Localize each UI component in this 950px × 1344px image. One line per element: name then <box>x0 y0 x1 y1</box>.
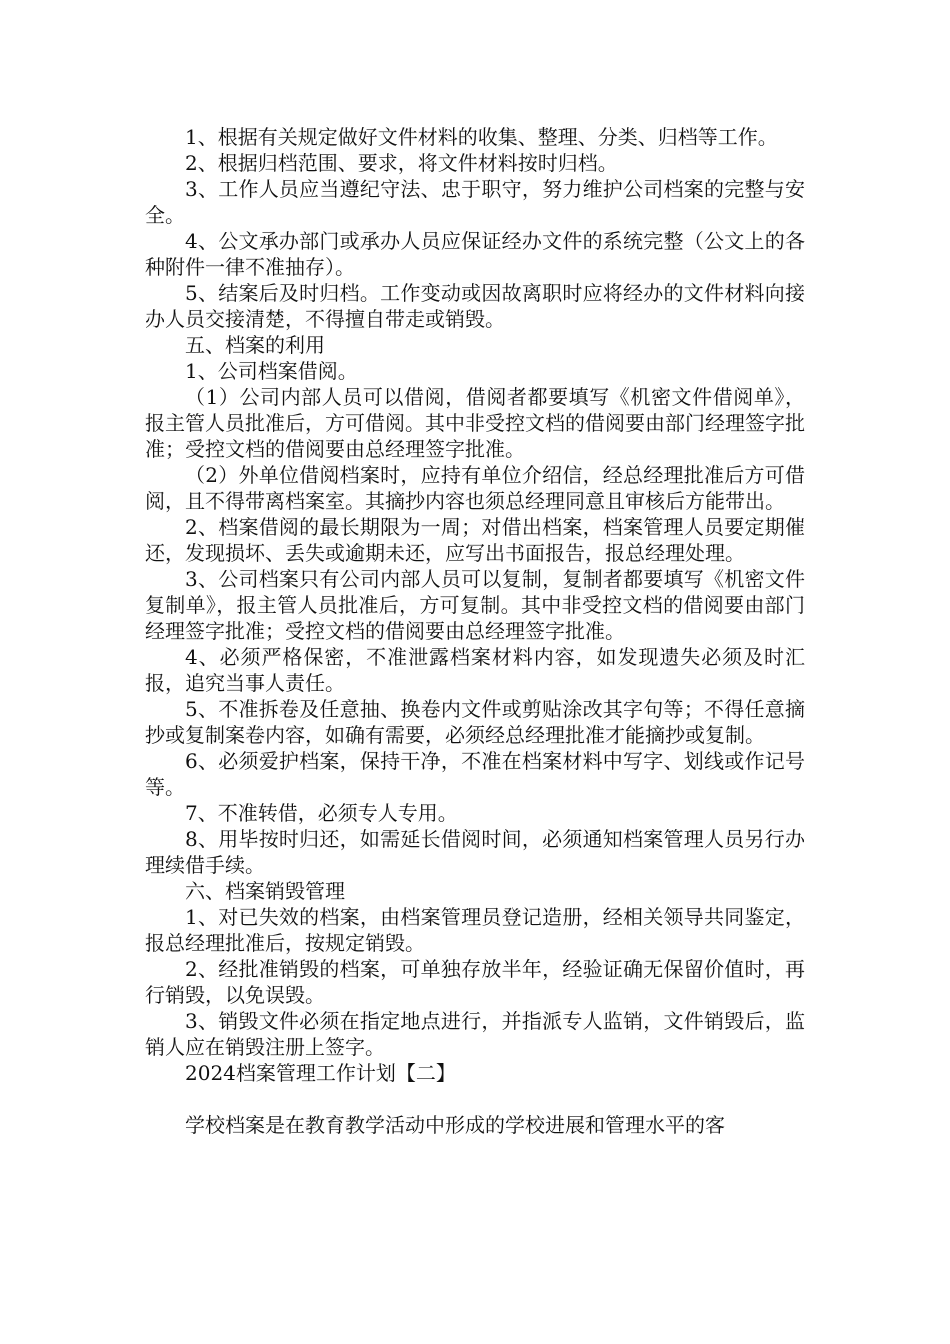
paragraph-return: 8、用毕按时归还，如需延长借阅时间，必须通知档案管理人员另行办理续借手续。 <box>145 827 805 877</box>
paragraph-no-lending: 7、不准转借，必须专人专用。 <box>185 801 458 825</box>
paragraph-care: 6、必须爱护档案，保持干净，不准在档案材料中写字、划线或作记号等。 <box>145 749 805 799</box>
paragraph-archiving-duty-2: 2、根据归档范围、要求，将文件材料按时归档。 <box>185 151 618 175</box>
paragraph-no-tampering: 5、不准拆卷及任意抽、换卷内文件或剪贴涂改其字句等；不得任意摘抄或复制案卷内容，如确有需要，必须经总经理批准才能摘抄或复制。 <box>145 697 805 747</box>
plan-title: 2024档案管理工作计划【二】 <box>185 1061 456 1085</box>
paragraph-borrowing-period: 2、档案借阅的最长期限为一周；对借出档案，档案管理人员要定期催还，发现损坏、丢失或逾期未还，应写出书面报告，报总经理处理。 <box>145 515 805 565</box>
paragraph-destruction-3: 3、销毁文件必须在指定地点进行，并指派专人监销，文件销毁后，监销人应在销毁注册上签字。 <box>145 1009 805 1059</box>
section-heading-destruction: 六、档案销毁管理 <box>185 879 345 903</box>
paragraph-archiving-duty-4: 4、公文承办部门或承办人员应保证经办文件的系统完整（公文上的各种附件一律不准抽存）。 <box>145 229 805 279</box>
paragraph-archiving-duty-5: 5、结案后及时归档。工作变动或因故离职时应将经办的文件材料向接办人员交接清楚，不得擅自带走或销毁。 <box>145 281 805 331</box>
section-heading-utilization: 五、档案的利用 <box>185 333 325 357</box>
paragraph-destruction-2: 2、经批准销毁的档案，可单独存放半年，经验证确无保留价值时，再行销毁，以免误毁。 <box>145 957 805 1007</box>
paragraph-school-archives: 学校档案是在教育教学活动中形成的学校进展和管理水平的客 <box>185 1113 725 1137</box>
paragraph-copying: 3、公司档案只有公司内部人员可以复制，复制者都要填写《机密文件复制单》，报主管人员批准后，方可复制。其中非受控文档的借阅要由部门经理签字批准；受控文档的借阅要由总经理签字批准。 <box>145 567 805 643</box>
paragraph-destruction-1: 1、对已失效的档案，由档案管理员登记造册，经相关领导共同鉴定，报总经理批准后，按规定销毁。 <box>145 905 805 955</box>
paragraph-archiving-duty-3: 3、工作人员应当遵纪守法、忠于职守，努力维护公司档案的完整与安全。 <box>145 177 805 227</box>
paragraph-borrowing-external: （2）外单位借阅档案时，应持有单位介绍信，经总经理批准后方可借阅，且不得带离档案室。其摘抄内容也须总经理同意且审核后方能带出。 <box>145 463 805 513</box>
paragraph-borrowing: 1、公司档案借阅。 <box>185 359 358 383</box>
paragraph-borrowing-internal: （1）公司内部人员可以借阅，借阅者都要填写《机密文件借阅单》，报主管人员批准后，方可借阅。其中非受控文档的借阅要由部门经理签字批准；受控文档的借阅要由总经理签字批准。 <box>145 385 805 461</box>
paragraph-confidentiality: 4、必须严格保密，不准泄露档案材料内容，如发现遗失必须及时汇报，追究当事人责任。 <box>145 645 805 695</box>
paragraph-archiving-duty-1: 1、根据有关规定做好文件材料的收集、整理、分类、归档等工作。 <box>185 125 778 149</box>
document-body <box>145 124 805 1138</box>
